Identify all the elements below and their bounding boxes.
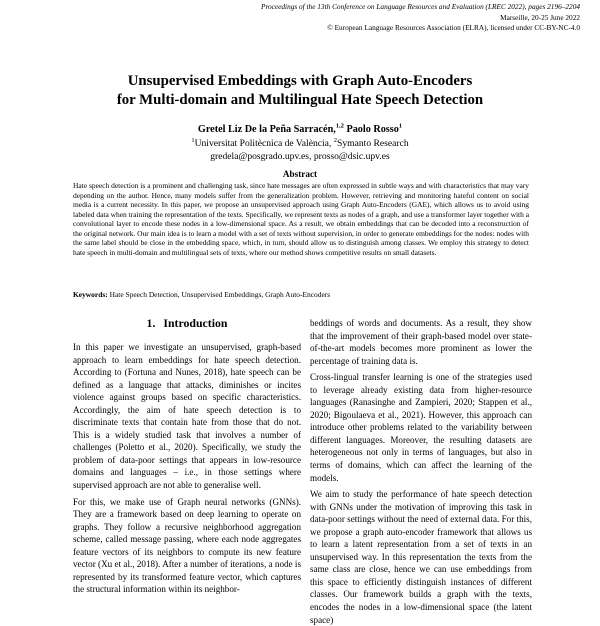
affiliation-1: Universitat Politècnica de València, [194, 137, 332, 149]
title-line-2: for Multi-domain and Multilingual Hate Speech Detection [116, 92, 484, 108]
keywords-label: Keywords: [73, 290, 108, 299]
author-1-affil: 1,2 [335, 122, 344, 130]
intro-paragraph-2: For this, we make use of Graph neural networks (GNNs). They are a framework based on deep learning to operate on graphs. They follow a recursive neighborhood aggregation scheme, called message passing, where each node aggregates feature vectors of its neighbors to compute its new feature vector (Xu et al., 2018). After a number of iterations, a node is represented by its transformed feature vector, which captures the structural information within its neighbor- [73, 496, 301, 595]
author-2-affil: 1 [398, 122, 403, 130]
author-emails: gredela@posgrado.upv.es, prosso@dsic.upv.es [210, 151, 390, 162]
keywords-list: Hate Speech Detection, Unsupervised Embeddings, Graph Auto-Encoders [109, 290, 331, 299]
left-column [73, 341, 301, 600]
abstract-text: Hate speech detection is a prominent and challenging task, since hate messages are often expressed in subtle ways and with characteristics that may vary depending on the author. Hence, many models suffer from the generalization problem. However, retrieving and monitoring hateful content on social media is a current necessity. In this paper, we propose an unsupervised approach using Graph Auto-Encoders (GAE), which allows us to avoid using labeled data when training the representation of the texts. Specifically, we represent texts as nodes of a graph, and use a transformer layer together with a convolutional layer to encode these nodes in a low-dimensional space. As a result, we obtain embeddings that can be decoded into a reconstruction of the original network. Our main idea is to learn a model with a set of texts without supervision, in order to generate embeddings for the nodes: nodes with the same label should be close in the embedding space, which, in turn, should allow us to distinguish among classes. We employ this strategy to detect hate speech in multi-domain and multilingual sets of texts, where our method shows competitive results on small datasets. [73, 181, 529, 257]
right-column [310, 317, 532, 625]
author-names [20, 123, 580, 137]
affiliations [20, 137, 580, 151]
right-paragraph-3: We aim to study the performance of hate speech detection with GNNs under the motivation of improving this task in data-poor settings without the need of external data. For this, we propose a graph auto-encoder framework that allows us to learn a latent representation from a set of texts in an unsupervised way. In this representation the texts from the same class are close, hence we can use embeddings from this space to efficiently distinguish instances of different classes. Our framework builds a graph with the texts, encodes the nodes in a low-dimensional space (the latent space) [310, 489, 532, 625]
author-2: Paolo Rosso [346, 124, 399, 135]
title-line-1: Unsupervised Embeddings with Graph Auto-Encoders [127, 73, 473, 89]
proceedings-line: Proceedings of the 13th Conference on Language Resources and Evaluation (LREC 2022), pages 2196–2204 [261, 2, 580, 11]
section-title: Introduction [163, 316, 228, 330]
affiliation-2: Symanto Research [337, 137, 409, 149]
right-paragraph-2: Cross-lingual transfer learning is one of the strategies used to leverage already existing data from higher-resource languages (Ranasinghe and Zampieri, 2020; Stappen et al., 2020; Bigoulaeva et al., 2021). However, this approach can introduce other problems related to the variability between different languages. Moreover, the resulting datasets are heterogeneous not only in terms of languages, but also in terms of domains, which can affect the learning of the models. [310, 372, 532, 483]
section-number: 1. [146, 316, 156, 330]
keywords-line [73, 290, 529, 300]
aff-1-marker: 1 [191, 136, 195, 144]
aff-2-marker: 2 [333, 136, 337, 144]
right-paragraph-1: beddings of words and documents. As a result, they show that the improvement of their graph-based model over state-of-the-art models becomes more prominent as lower the percentage of training data is. [310, 318, 532, 366]
intro-paragraph-1: In this paper we investigate an unsupervised, graph-based approach to learn embeddings for hate speech detection. According to (Fortuna and Nunes, 2018), hate speech can be defined as a language that attacks, diminishes or incites violence against groups based on specific characteristics. Accordingly, the aim of hate speech detection is to discriminate texts that contain hate from those that do not. This is a widely studied task that involves a number of challenges (Poletto et al., 2020). Specifically, we study the problem of data-poor settings that appears in low-resource domains and languages – i.e., in those settings where supervised approach are not able to generalise well. [73, 342, 301, 491]
author-block [20, 123, 580, 164]
location-line: Marseille, 20-25 June 2022 [500, 12, 580, 22]
license-line: © European Language Resources Association (ELRA), licensed under CC-BY-NC-4.0 [327, 23, 580, 33]
author-1: Gretel Liz De la Peña Sarracén, [197, 124, 336, 135]
proceedings-header [240, 2, 580, 34]
section-heading [72, 316, 302, 331]
abstract-heading: Abstract [282, 169, 318, 179]
paper-title [20, 72, 580, 110]
